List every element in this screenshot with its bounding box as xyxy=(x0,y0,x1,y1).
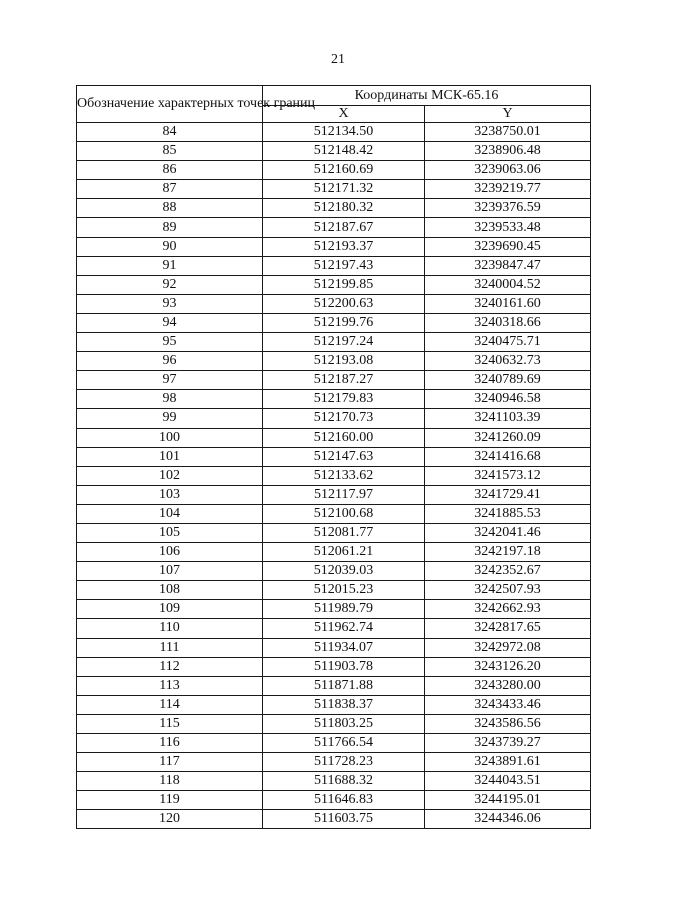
cell-point: 85 xyxy=(77,142,263,161)
table-row xyxy=(77,447,591,466)
cell-y: 3240946.58 xyxy=(425,390,591,409)
cell-y: 3242507.93 xyxy=(425,581,591,600)
page-number: 21 xyxy=(331,52,345,67)
cell-x: 512117.97 xyxy=(263,485,425,504)
cell-y: 3243126.20 xyxy=(425,657,591,676)
header-coordinates: Координаты МСК-65.16 xyxy=(263,86,591,106)
cell-y: 3240161.60 xyxy=(425,294,591,313)
cell-point: 101 xyxy=(77,447,263,466)
cell-x: 512199.76 xyxy=(263,313,425,332)
cell-y: 3240318.66 xyxy=(425,313,591,332)
cell-point: 108 xyxy=(77,581,263,600)
cell-x: 511688.32 xyxy=(263,772,425,791)
cell-x: 511838.37 xyxy=(263,695,425,714)
table-row xyxy=(77,466,591,485)
table-row xyxy=(77,161,591,180)
cell-y: 3239063.06 xyxy=(425,161,591,180)
cell-point: 84 xyxy=(77,123,263,142)
table-row xyxy=(77,123,591,142)
cell-y: 3240789.69 xyxy=(425,371,591,390)
cell-y: 3242662.93 xyxy=(425,600,591,619)
cell-y: 3242972.08 xyxy=(425,638,591,657)
cell-y: 3239690.45 xyxy=(425,237,591,256)
cell-y: 3240004.52 xyxy=(425,275,591,294)
cell-point: 109 xyxy=(77,600,263,619)
cell-point: 90 xyxy=(77,237,263,256)
table-row xyxy=(77,504,591,523)
table-row xyxy=(77,638,591,657)
cell-x: 512170.73 xyxy=(263,409,425,428)
cell-point: 93 xyxy=(77,294,263,313)
cell-x: 512134.50 xyxy=(263,123,425,142)
table-row xyxy=(77,218,591,237)
cell-y: 3241103.39 xyxy=(425,409,591,428)
cell-point: 115 xyxy=(77,714,263,733)
table-row xyxy=(77,390,591,409)
cell-y: 3241573.12 xyxy=(425,466,591,485)
cell-y: 3240632.73 xyxy=(425,352,591,371)
cell-x: 512199.85 xyxy=(263,275,425,294)
cell-y: 3244346.06 xyxy=(425,810,591,829)
cell-y: 3239376.59 xyxy=(425,199,591,218)
cell-x: 512197.24 xyxy=(263,333,425,352)
cell-y: 3242817.65 xyxy=(425,619,591,638)
cell-point: 113 xyxy=(77,676,263,695)
table-row xyxy=(77,428,591,447)
cell-point: 87 xyxy=(77,180,263,199)
cell-y: 3239219.77 xyxy=(425,180,591,199)
cell-x: 511871.88 xyxy=(263,676,425,695)
table-row xyxy=(77,352,591,371)
table-row xyxy=(77,180,591,199)
cell-x: 512061.21 xyxy=(263,543,425,562)
cell-point: 103 xyxy=(77,485,263,504)
cell-x: 512193.08 xyxy=(263,352,425,371)
table-row xyxy=(77,256,591,275)
cell-y: 3243586.56 xyxy=(425,714,591,733)
cell-y: 3240475.71 xyxy=(425,333,591,352)
cell-x: 512160.00 xyxy=(263,428,425,447)
cell-y: 3239533.48 xyxy=(425,218,591,237)
table-row xyxy=(77,333,591,352)
table-row xyxy=(77,810,591,829)
cell-x: 512148.42 xyxy=(263,142,425,161)
cell-point: 97 xyxy=(77,371,263,390)
cell-x: 512015.23 xyxy=(263,581,425,600)
table-header xyxy=(77,86,591,123)
cell-point: 86 xyxy=(77,161,263,180)
cell-x: 511646.83 xyxy=(263,791,425,810)
cell-x: 512187.67 xyxy=(263,218,425,237)
cell-y: 3242041.46 xyxy=(425,523,591,542)
cell-point: 88 xyxy=(77,199,263,218)
cell-y: 3238906.48 xyxy=(425,142,591,161)
cell-point: 92 xyxy=(77,275,263,294)
cell-y: 3239847.47 xyxy=(425,256,591,275)
cell-point: 96 xyxy=(77,352,263,371)
cell-point: 95 xyxy=(77,333,263,352)
cell-x: 512147.63 xyxy=(263,447,425,466)
cell-point: 111 xyxy=(77,638,263,657)
cell-point: 98 xyxy=(77,390,263,409)
table-row xyxy=(77,619,591,638)
table-row xyxy=(77,543,591,562)
cell-point: 117 xyxy=(77,753,263,772)
table-row xyxy=(77,772,591,791)
table-row xyxy=(77,199,591,218)
table-row xyxy=(77,695,591,714)
cell-point: 106 xyxy=(77,543,263,562)
table-row xyxy=(77,294,591,313)
header-x: X xyxy=(263,106,425,123)
header-point-designation: Обозначение характерных точек границ xyxy=(77,86,263,123)
cell-y: 3242197.18 xyxy=(425,543,591,562)
table-row xyxy=(77,714,591,733)
cell-x: 512200.63 xyxy=(263,294,425,313)
table-row xyxy=(77,581,591,600)
table-row xyxy=(77,523,591,542)
cell-x: 512180.32 xyxy=(263,199,425,218)
table-row xyxy=(77,275,591,294)
cell-y: 3243433.46 xyxy=(425,695,591,714)
cell-point: 104 xyxy=(77,504,263,523)
cell-x: 511603.75 xyxy=(263,810,425,829)
table-row xyxy=(77,600,591,619)
cell-x: 512160.69 xyxy=(263,161,425,180)
cell-y: 3241885.53 xyxy=(425,504,591,523)
coordinates-table xyxy=(76,85,591,829)
table-row xyxy=(77,562,591,581)
table-row xyxy=(77,676,591,695)
cell-x: 512081.77 xyxy=(263,523,425,542)
cell-x: 512133.62 xyxy=(263,466,425,485)
cell-x: 512039.03 xyxy=(263,562,425,581)
cell-y: 3241729.41 xyxy=(425,485,591,504)
cell-x: 511903.78 xyxy=(263,657,425,676)
cell-x: 512100.68 xyxy=(263,504,425,523)
table-row xyxy=(77,734,591,753)
table-body xyxy=(77,123,591,829)
cell-point: 102 xyxy=(77,466,263,485)
cell-point: 99 xyxy=(77,409,263,428)
cell-point: 105 xyxy=(77,523,263,542)
cell-x: 512197.43 xyxy=(263,256,425,275)
cell-y: 3244043.51 xyxy=(425,772,591,791)
table-row xyxy=(77,485,591,504)
cell-point: 119 xyxy=(77,791,263,810)
cell-point: 100 xyxy=(77,428,263,447)
cell-x: 511989.79 xyxy=(263,600,425,619)
table-row xyxy=(77,313,591,332)
cell-x: 512171.32 xyxy=(263,180,425,199)
table-row xyxy=(77,237,591,256)
cell-x: 511766.54 xyxy=(263,734,425,753)
table-row xyxy=(77,791,591,810)
cell-y: 3241416.68 xyxy=(425,447,591,466)
cell-y: 3242352.67 xyxy=(425,562,591,581)
cell-point: 110 xyxy=(77,619,263,638)
cell-point: 107 xyxy=(77,562,263,581)
table-row xyxy=(77,753,591,772)
cell-point: 118 xyxy=(77,772,263,791)
cell-point: 89 xyxy=(77,218,263,237)
table-row xyxy=(77,371,591,390)
cell-y: 3243891.61 xyxy=(425,753,591,772)
cell-point: 120 xyxy=(77,810,263,829)
table-row xyxy=(77,409,591,428)
cell-y: 3241260.09 xyxy=(425,428,591,447)
cell-y: 3243739.27 xyxy=(425,734,591,753)
cell-x: 512187.27 xyxy=(263,371,425,390)
table-row xyxy=(77,657,591,676)
cell-y: 3243280.00 xyxy=(425,676,591,695)
cell-x: 511728.23 xyxy=(263,753,425,772)
cell-point: 91 xyxy=(77,256,263,275)
cell-point: 114 xyxy=(77,695,263,714)
cell-x: 511934.07 xyxy=(263,638,425,657)
cell-point: 116 xyxy=(77,734,263,753)
cell-x: 512179.83 xyxy=(263,390,425,409)
cell-x: 512193.37 xyxy=(263,237,425,256)
header-y: Y xyxy=(425,106,591,123)
cell-point: 94 xyxy=(77,313,263,332)
cell-x: 511803.25 xyxy=(263,714,425,733)
cell-point: 112 xyxy=(77,657,263,676)
cell-x: 511962.74 xyxy=(263,619,425,638)
table-row xyxy=(77,142,591,161)
cell-y: 3238750.01 xyxy=(425,123,591,142)
cell-y: 3244195.01 xyxy=(425,791,591,810)
